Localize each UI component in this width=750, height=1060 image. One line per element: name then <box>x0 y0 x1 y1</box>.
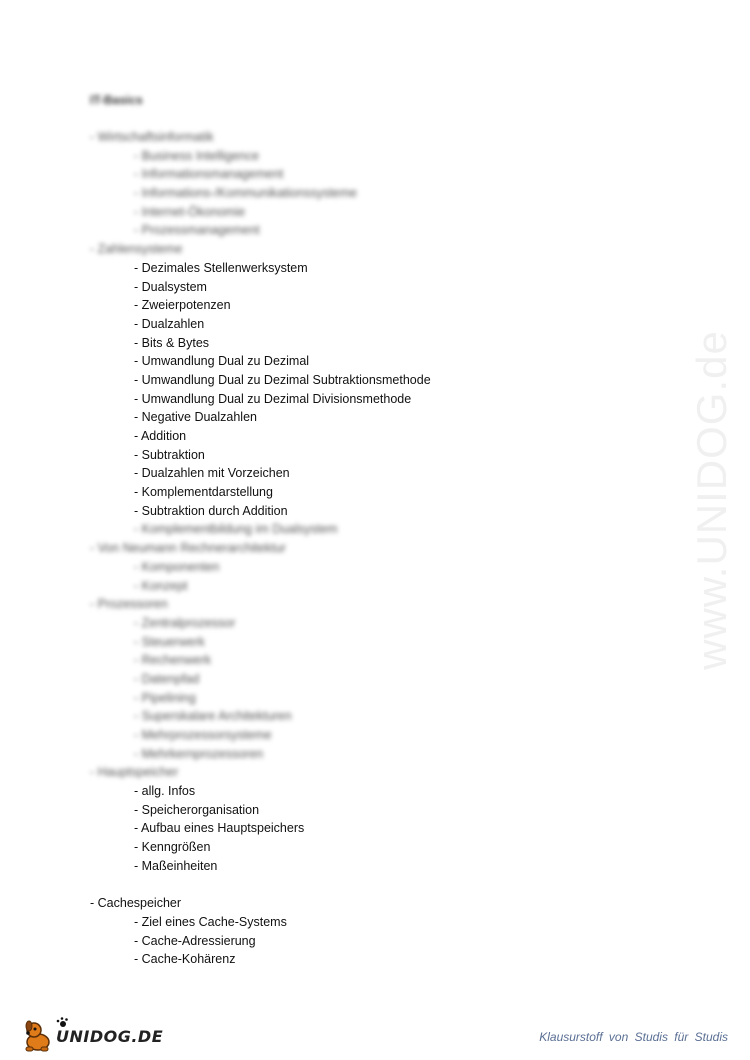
logo-wordmark: UNIDOG.DE <box>56 1027 164 1046</box>
outline-item <box>0 502 680 521</box>
page-title: IT-Basics <box>90 93 143 107</box>
item-label: - Mehrkernprozessoren <box>134 746 264 761</box>
outline-item <box>0 782 680 801</box>
outline-item <box>0 315 680 334</box>
item-label: - Komplementbildung im Dualsystem <box>134 522 338 537</box>
item-label: - Umwandlung Dual zu Dezimal Subtraktionsmethode <box>134 372 431 387</box>
watermark: www.UNIDOG.de <box>688 330 735 670</box>
outline-item <box>0 147 680 166</box>
item-label: - Maßeinheiten <box>134 858 218 873</box>
outline-item <box>0 707 680 726</box>
item-label: - Addition <box>134 429 187 443</box>
section-label: - Von Neumann Rechnerarchitektur <box>90 541 286 556</box>
outline-item <box>0 913 680 932</box>
outline-item <box>0 857 680 876</box>
item-label: - Aufbau eines Hauptspeichers <box>134 821 305 836</box>
item-label: - Zweierpotenzen <box>134 298 231 313</box>
footer-tagline: Klausurstoff von Studis für Studis <box>539 1030 728 1044</box>
section-label: - Zahlensysteme <box>90 242 183 257</box>
outline-item <box>0 334 680 353</box>
outline-item <box>0 483 680 502</box>
outline-item <box>0 408 680 427</box>
item-label: - Internet-Ökonomie <box>134 204 246 219</box>
item-label: - Pipelining <box>134 690 196 705</box>
item-label: - Informationsmanagement <box>134 167 284 182</box>
item-label: - Speicherorganisation <box>134 802 260 817</box>
outline-item <box>0 651 680 670</box>
item-label: - allg. Infos <box>134 784 196 799</box>
outline-item <box>0 352 680 371</box>
item-label: - Komplementdarstellung <box>134 485 273 500</box>
outline-item <box>0 221 680 240</box>
outline-item <box>0 614 680 633</box>
item-label: - Subtraktion durch Addition <box>134 503 288 518</box>
item-label: - Dualzahlen mit Vorzeichen <box>134 466 290 481</box>
item-label: - Cache-Kohärenz <box>134 952 236 967</box>
outline-item <box>0 689 680 708</box>
outline-item <box>0 203 680 222</box>
outline-item <box>0 296 680 315</box>
section-label: - Prozessoren <box>90 597 168 612</box>
outline-item <box>0 278 680 297</box>
item-label: - Dezimales Stellenwerksystem <box>134 260 308 275</box>
item-label: - Mehrprozessorsysteme <box>134 728 272 742</box>
paw-icon <box>57 1017 68 1027</box>
outline-item <box>0 577 680 596</box>
outline-item <box>0 259 680 278</box>
item-label: - Dualsystem <box>134 279 207 294</box>
item-label: - Cache-Adressierung <box>134 933 256 948</box>
item-label: - Umwandlung Dual zu Dezimal <box>134 354 310 369</box>
item-label: - Steuerwerk <box>134 634 205 649</box>
item-label: - Dualzahlen <box>134 316 205 331</box>
blank-line <box>0 876 680 895</box>
outline-item <box>0 371 680 390</box>
outline-item <box>0 446 680 465</box>
item-label: - Ziel eines Cache-Systems <box>134 914 287 929</box>
outline-section <box>0 128 680 147</box>
outline-item <box>0 464 680 483</box>
outline-section <box>0 539 680 558</box>
outline-item <box>0 427 680 446</box>
outline-item <box>0 801 680 820</box>
outline-list <box>0 128 680 969</box>
item-label: - Konzept <box>134 578 188 593</box>
outline-item <box>0 165 680 184</box>
item-label: - Superskalare Architekturen <box>134 709 292 724</box>
dog-mascot-icon <box>26 1021 49 1051</box>
item-label: - Negative Dualzahlen <box>134 410 257 425</box>
item-label: - Zentralprozessor <box>134 615 236 630</box>
item-label: - Kenngrößen <box>134 840 211 855</box>
item-label: - Umwandlung Dual zu Dezimal Divisionsmethode <box>134 391 412 406</box>
outline-item <box>0 184 680 203</box>
outline-item <box>0 390 680 409</box>
item-label: - Subtraktion <box>134 447 205 462</box>
outline-item <box>0 558 680 577</box>
outline-item <box>0 670 680 689</box>
outline-item <box>0 520 680 539</box>
section-label: - Cachespeicher <box>90 896 182 911</box>
item-label: - Prozessmanagement <box>134 223 260 238</box>
outline-item <box>0 932 680 951</box>
outline-section <box>0 763 680 782</box>
outline-item <box>0 819 680 838</box>
item-label: - Komponenten <box>134 559 220 574</box>
outline-item <box>0 633 680 652</box>
item-label: - Datenpfad <box>134 671 200 686</box>
item-label: - Rechenwerk <box>134 653 212 668</box>
section-label: - Wirtschaftsinformatik <box>90 130 214 144</box>
outline-section <box>0 240 680 259</box>
outline-item <box>0 950 680 969</box>
outline-section <box>0 894 680 913</box>
item-label: - Business Intelligence <box>134 148 260 163</box>
outline-item <box>0 745 680 764</box>
section-label: - Hauptspeicher <box>90 765 179 780</box>
outline-section <box>0 595 680 614</box>
outline-item <box>0 838 680 857</box>
outline-item <box>0 726 680 745</box>
item-label: - Bits & Bytes <box>134 335 210 350</box>
item-label: - Informations-/Kommunikationssysteme <box>134 186 357 201</box>
